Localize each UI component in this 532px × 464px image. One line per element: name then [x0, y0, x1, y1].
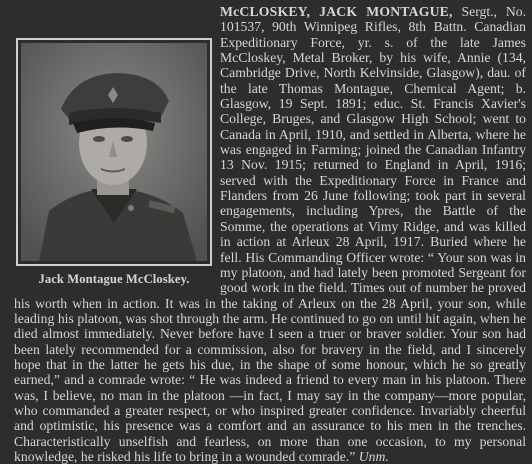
biography-entry	[14, 4, 526, 464]
entry-signature: Unm.	[358, 448, 389, 464]
portrait-block	[16, 38, 212, 287]
entry-body: Sergt., No. 101537, 90th Winnipeg Rifles, 8th Battn. Canadian Expeditionary Force, yr. s. of the late James McCloskey, Metal Broker, by his wife, Annie (134, Cambridge Drive, North Kelvinside, Glasgow), dau. of the late Thomas Montague, Chemical Agent; b. Glasgow, 19 Sept. 1891; educ. St. Francis Xavier's College, Bruges, and Glasgow High School; went to Canada in April, 1910, and settled in Alberta, where he was engaged in Farming; joined the Canadian Infantry 13 Nov. 1915; returned to England in April, 1916; served with the Expeditionary Force in France and Flanders from 26 June following; took part in several engagements, including Ypres, the Battle of the Somme, the operations at Vimy Ridge, and was killed in action at Arleux 28 April, 1917. Buried where he fell. His Commanding Officer wrote: “ Your son was in my platoon, and had lately been promoted Sergeant for good work in the field. Times out of number he proved his worth when in action. It was in the taking of Arleux on the 28 April, your son, while leading his platoon, was shot through the arm. He continued to go on until hit again, when he died almost immediately. Never before have I seen a truer or braver soldier. Your son had been lately recommended for a commission, also for bravery in the field, and I sincerely hope that in the latter he gets his due, in the shape of some honour, which he so greatly earned,” and a comrade wrote: “ He was indeed a friend to every man in his platoon. There was, I believe, no man in the platoon —in fact, I may say in the company—more popular, who commanded a greater respect, or who inspired greater confidence. Invariably cheerful and optimistic, his presence was a comfort and an assurance to his men in the trenches. Characteristically unselfish and fearless, on more than one occasion, to my personal knowledge, he risked his life to bring in a wounded comrade.”	[14, 4, 527, 464]
portrait-caption: Jack Montague McCloskey.	[38, 272, 190, 286]
entry-name: McCLOSKEY, JACK MONTAGUE,	[220, 4, 453, 19]
portrait-photo	[21, 43, 207, 261]
portrait-frame	[16, 38, 212, 266]
